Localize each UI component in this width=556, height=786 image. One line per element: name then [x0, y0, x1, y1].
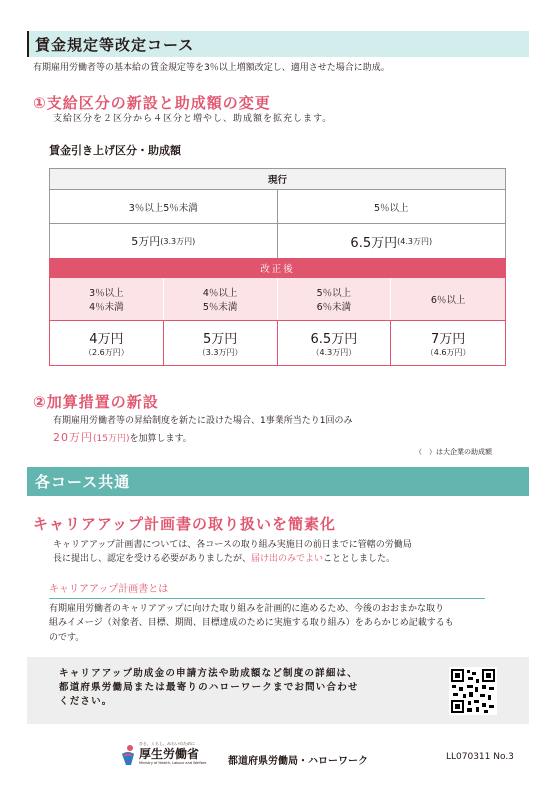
amount-main: 6.5万円 — [350, 235, 398, 251]
large-company-note: （ ）は大企業の助成額 — [415, 448, 492, 456]
amount-paren: （3.3万円） — [197, 348, 243, 357]
category-line2: 6％未満 — [316, 302, 352, 313]
simplification-title: キャリアアップ計画書の取り扱いを簡素化 — [33, 515, 336, 533]
table-title: 賃金引き上げ区分・助成額 — [49, 144, 181, 157]
change2-description: 有期雇用労働者等の昇給制度を新たに設けた場合、1事業所当たり1回のみ — [53, 416, 353, 426]
plan-definition — [49, 602, 519, 645]
amount-main: 5万円 — [131, 235, 161, 248]
contact-info-text — [59, 667, 359, 708]
revised-amount — [164, 321, 278, 365]
revised-amount — [278, 321, 392, 365]
revised-amount — [50, 321, 164, 365]
contact-line: ください。 — [59, 695, 113, 707]
current-amount-row — [49, 224, 506, 258]
section-intro: 有期雇用労働者等の基本給の賃金規定等を3％以上増額改定し、適用させた場合に助成。 — [33, 63, 390, 73]
current-amount — [50, 224, 278, 258]
contact-line: 都道府県労働局または最寄りのハローワークまでお問い合わせ — [59, 681, 359, 693]
subsidy-table — [49, 168, 506, 366]
amount-paren: （4.3万円） — [311, 348, 357, 357]
definition-line: のです。 — [49, 632, 85, 643]
logo-english: Ministry of Health, Labour and Welfare — [139, 761, 207, 765]
revised-category — [50, 278, 164, 320]
revised-amount-row — [49, 320, 506, 366]
current-amount — [278, 224, 506, 258]
logo-tagline: ひと、くらし、みらいのために — [139, 741, 195, 746]
change2-title: ②加算措置の新設 — [33, 393, 159, 411]
category-line1: 5％以上 — [316, 288, 352, 299]
revised-category-row — [49, 278, 506, 320]
amount-paren: (4.3万円) — [397, 236, 433, 246]
category-line1: 6％以上 — [430, 295, 466, 306]
category-line1: 4％以上 — [202, 288, 238, 299]
revised-header-row — [49, 258, 506, 278]
amount-main: 6.5万円 — [310, 332, 358, 347]
amount-paren: （4.6万円） — [425, 348, 471, 357]
plan-definition-heading: キャリアアップ計画書とは — [49, 582, 485, 599]
bonus-amount-paren: (15万円) — [93, 434, 130, 444]
category-line2: 5％未満 — [202, 302, 238, 313]
amount-paren: (3.3万円) — [160, 236, 196, 246]
revised-category — [391, 278, 505, 320]
highlight-text: 届け出のみでよい — [251, 554, 324, 565]
current-category-row — [49, 190, 506, 224]
ministry-logo — [120, 742, 220, 770]
current-category: 3％以上5％未満 — [50, 190, 278, 223]
footer-orgs: 都道府県労働局・ハローワーク — [228, 756, 368, 767]
logo-name: 厚生労働省 — [139, 747, 200, 761]
section-header-common — [27, 467, 529, 496]
revised-amount — [391, 321, 505, 365]
revised-category — [164, 278, 278, 320]
qr-code-icon[interactable] — [449, 667, 497, 715]
section-title: 各コース共通 — [35, 473, 131, 491]
current-header-row — [49, 168, 506, 190]
paragraph-line — [53, 552, 523, 566]
change1-title: ①支給区分の新設と助成額の変更 — [33, 94, 271, 112]
change2-amount-line — [53, 429, 192, 447]
amount-paren: （2.6万円） — [84, 348, 129, 357]
text-post: こととしました。 — [323, 554, 396, 565]
amount-main: 4万円 — [89, 332, 124, 347]
bonus-suffix: を加算します。 — [129, 434, 192, 444]
definition-line: 組みイメージ（対象者、目標、期間、目標達成のために実施する取り組み）をあらかじめ記載するも — [49, 618, 454, 629]
bonus-amount: 20万円 — [53, 431, 93, 444]
change1-description: 支給区分を２区分から４区分と増やし、助成額を拡充します。 — [53, 114, 333, 124]
definition-line: 有期雇用労働者のキャリアアップに向けた取り組みを計画的に進めるため、今後のおおまかな取り — [49, 604, 445, 614]
section-header-wage-revision — [27, 31, 529, 57]
category-line2: 4％未満 — [89, 302, 124, 313]
paragraph-line: キャリアアップ計画書については、各コースの取り組み実施日の前日までに管轄の労働局 — [53, 540, 412, 550]
revised-category — [278, 278, 392, 320]
amount-main: 5万円 — [202, 332, 238, 347]
simplification-paragraph — [53, 538, 523, 567]
ministry-logo-icon — [120, 744, 136, 766]
text-pre: 長に提出し、認定を受ける必要がありましたが、 — [53, 554, 252, 565]
document-code: LL070311 No.3 — [446, 752, 514, 762]
contact-line: キャリアアップ助成金の申請方法や助成額など制度の詳細は、 — [59, 668, 358, 679]
current-category: 5％以上 — [373, 202, 409, 214]
amount-main: 7万円 — [430, 332, 466, 347]
category-line1: 3％以上 — [89, 288, 124, 299]
section-title: 賃金規定等改定コース — [35, 35, 195, 54]
current-header: 現行 — [267, 175, 287, 186]
revised-header: 改正後 — [260, 264, 295, 275]
